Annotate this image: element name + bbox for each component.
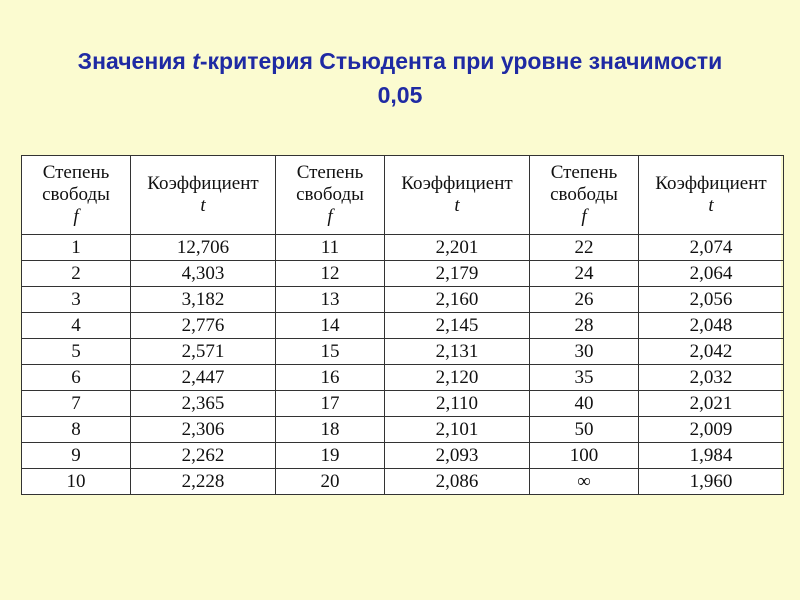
header-variable: t [454, 195, 460, 216]
t-distribution-table [21, 155, 784, 495]
title-prefix: Значения [77, 48, 193, 74]
table-body [22, 235, 784, 495]
column-header-coefficient [385, 156, 530, 235]
degrees-of-freedom-cell: 4 [22, 313, 131, 339]
header-variable: t [708, 195, 714, 216]
degrees-of-freedom-cell: 11 [276, 235, 385, 261]
header-label-line: Коэффициент [401, 173, 513, 194]
t-table-container [21, 155, 781, 495]
coefficient-cell: 2,048 [639, 313, 784, 339]
degrees-of-freedom-cell: 10 [22, 469, 131, 495]
coefficient-cell: 2,056 [639, 287, 784, 313]
header-variable: f [73, 206, 79, 227]
column-header-degrees-of-freedom [22, 156, 131, 235]
degrees-of-freedom-cell: 22 [530, 235, 639, 261]
coefficient-cell: 1,960 [639, 469, 784, 495]
degrees-of-freedom-cell: 19 [276, 443, 385, 469]
coefficient-cell: 2,009 [639, 417, 784, 443]
coefficient-cell: 3,182 [131, 287, 276, 313]
coefficient-cell: 1,984 [639, 443, 784, 469]
title-variable: t [192, 48, 200, 74]
degrees-of-freedom-cell: 20 [276, 469, 385, 495]
degrees-of-freedom-cell: 30 [530, 339, 639, 365]
degrees-of-freedom-cell: 28 [530, 313, 639, 339]
degrees-of-freedom-cell: 1 [22, 235, 131, 261]
degrees-of-freedom-cell: 16 [276, 365, 385, 391]
coefficient-cell: 2,262 [131, 443, 276, 469]
coefficient-cell: 2,571 [131, 339, 276, 365]
header-label-line: Степень [550, 162, 618, 183]
coefficient-cell: 2,160 [385, 287, 530, 313]
table-row [22, 287, 784, 313]
coefficient-cell: 2,042 [639, 339, 784, 365]
table-row [22, 417, 784, 443]
coefficient-cell: 2,201 [385, 235, 530, 261]
header-label-line: Коэффициент [147, 173, 259, 194]
coefficient-cell: 2,179 [385, 261, 530, 287]
degrees-of-freedom-cell: 26 [530, 287, 639, 313]
column-header-degrees-of-freedom [276, 156, 385, 235]
title-suffix: -критерия Стьюдента при уровне значимости [199, 48, 723, 74]
header-label-line: свободы [42, 184, 110, 205]
table-row [22, 313, 784, 339]
coefficient-cell: 2,365 [131, 391, 276, 417]
coefficient-cell: 12,706 [131, 235, 276, 261]
degrees-of-freedom-cell: ∞ [530, 469, 639, 495]
column-header-coefficient [131, 156, 276, 235]
header-label-line: свободы [296, 184, 364, 205]
degrees-of-freedom-cell: 3 [22, 287, 131, 313]
degrees-of-freedom-cell: 5 [22, 339, 131, 365]
table-row [22, 469, 784, 495]
degrees-of-freedom-cell: 13 [276, 287, 385, 313]
coefficient-cell: 2,145 [385, 313, 530, 339]
coefficient-cell: 2,074 [639, 235, 784, 261]
degrees-of-freedom-cell: 100 [530, 443, 639, 469]
degrees-of-freedom-cell: 14 [276, 313, 385, 339]
header-variable: t [200, 195, 206, 216]
column-header-coefficient [639, 156, 784, 235]
table-row [22, 339, 784, 365]
header-variable: f [581, 206, 587, 227]
table-row [22, 443, 784, 469]
degrees-of-freedom-cell: 40 [530, 391, 639, 417]
table-row [22, 391, 784, 417]
degrees-of-freedom-cell: 18 [276, 417, 385, 443]
title-line-1 [0, 44, 800, 78]
coefficient-cell: 2,447 [131, 365, 276, 391]
coefficient-cell: 2,131 [385, 339, 530, 365]
table-header-row [22, 156, 784, 235]
degrees-of-freedom-cell: 8 [22, 417, 131, 443]
degrees-of-freedom-cell: 7 [22, 391, 131, 417]
header-label-line: свободы [550, 184, 618, 205]
table-row [22, 365, 784, 391]
title-line-2: 0,05 [377, 82, 423, 108]
degrees-of-freedom-cell: 6 [22, 365, 131, 391]
coefficient-cell: 2,120 [385, 365, 530, 391]
header-label-line: Степень [296, 162, 364, 183]
table-row [22, 235, 784, 261]
degrees-of-freedom-cell: 24 [530, 261, 639, 287]
coefficient-cell: 2,086 [385, 469, 530, 495]
coefficient-cell: 2,032 [639, 365, 784, 391]
header-variable: f [327, 206, 333, 227]
degrees-of-freedom-cell: 9 [22, 443, 131, 469]
coefficient-cell: 2,776 [131, 313, 276, 339]
column-header-degrees-of-freedom [530, 156, 639, 235]
coefficient-cell: 2,306 [131, 417, 276, 443]
degrees-of-freedom-cell: 12 [276, 261, 385, 287]
degrees-of-freedom-cell: 15 [276, 339, 385, 365]
degrees-of-freedom-cell: 2 [22, 261, 131, 287]
degrees-of-freedom-cell: 50 [530, 417, 639, 443]
coefficient-cell: 2,021 [639, 391, 784, 417]
coefficient-cell: 2,093 [385, 443, 530, 469]
table-row [22, 261, 784, 287]
coefficient-cell: 2,101 [385, 417, 530, 443]
coefficient-cell: 2,064 [639, 261, 784, 287]
degrees-of-freedom-cell: 35 [530, 365, 639, 391]
header-label-line: Степень [42, 162, 110, 183]
coefficient-cell: 2,228 [131, 469, 276, 495]
degrees-of-freedom-cell: 17 [276, 391, 385, 417]
coefficient-cell: 2,110 [385, 391, 530, 417]
page-title [0, 44, 800, 112]
coefficient-cell: 4,303 [131, 261, 276, 287]
header-label-line: Коэффициент [655, 173, 767, 194]
